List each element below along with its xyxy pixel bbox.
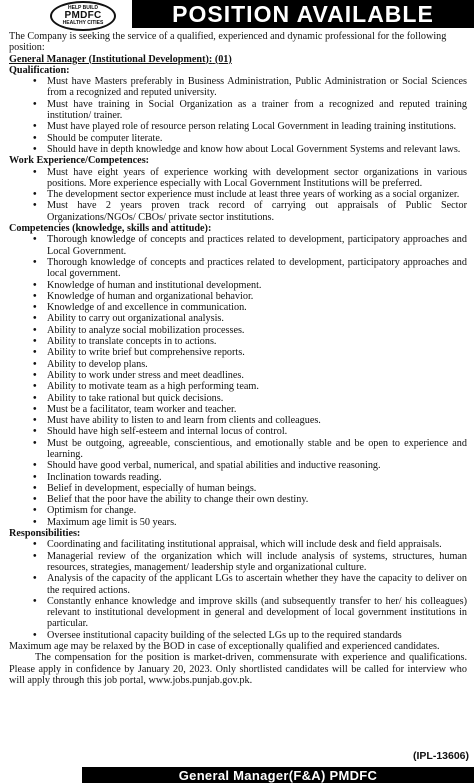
- list-item: • Should have good verbal, numerical, and spatial abilities and inductive reasoning.: [5, 460, 467, 471]
- footer: [0, 767, 474, 783]
- position-available-banner: POSITION AVAILABLE: [132, 0, 474, 28]
- list-item: • Ability to analyze social mobilization processes.: [5, 325, 467, 336]
- list-item: • Belief that the poor have the ability to change their own destiny.: [5, 494, 467, 505]
- list-item: • Thorough knowledge of concepts and practices related to development, participatory approaches and Local Government.: [5, 234, 467, 257]
- ad-content: [5, 31, 471, 686]
- post-title-text: General Manager (Institutional Development):: [9, 53, 213, 65]
- list-item: • Ability to write brief but comprehensive reports.: [5, 347, 467, 358]
- section-list: [5, 234, 471, 528]
- list-item: • Must have played role of resource person relating Local Government in leading training institutions.: [5, 121, 467, 132]
- post-title: [5, 54, 471, 65]
- logo-bottom-text: HEALTHY CITIES: [62, 20, 104, 26]
- compensation-note: The compensation for the position is market-driven, commensurate with experience and qualifications. Please apply in confidence by January 20, 2023. Only shortlisted candidates will be called for interview who will apply through this job portal, www.jobs.punjab.gov.pk.: [9, 652, 467, 686]
- logo-main-text: PMDFC: [64, 10, 102, 21]
- list-item: • Analysis of the capacity of the applicant LGs to ascertain whether they have the capacity to deliver on the required actions.: [5, 573, 467, 596]
- list-item: • Inclination towards reading.: [5, 472, 467, 483]
- section-heading: Work Experience/Competences:: [9, 155, 150, 167]
- list-item: • Must be a facilitator, team worker and teacher.: [5, 404, 467, 415]
- list-item: • Thorough knowledge of concepts and practices related to development, participatory approaches and local government.: [5, 257, 467, 280]
- list-item: • Must have eight years of experience working with development sector organizations in various positions. More experience especially with Local Government Institutions will be preferred.: [5, 167, 467, 190]
- ipl-number: (IPL-13606): [413, 750, 470, 762]
- list-item: • Ability to work under stress and meet deadlines.: [5, 370, 467, 381]
- list-item: • Belief in development, especially of human beings.: [5, 483, 467, 494]
- age-relaxation-note: Maximum age may be relaxed by the BOD in case of exceptionally qualified and experienced candidates.: [9, 641, 440, 653]
- intro-text: The Company is seeking the service of a qualified, experienced and dynamic professional for the following position:: [9, 31, 447, 54]
- list-item: • Optimism for change.: [5, 505, 467, 516]
- list-item: • Managerial review of the organization which will include analysis of systems, structures, human resources, strategies, management/ leadership style and organizational culture.: [5, 551, 467, 574]
- list-item: • Must have ability to listen to and learn from clients and colleagues.: [5, 415, 467, 426]
- list-item: • Must have training in Social Organization as a trainer from a recognized and reputed training institution/ trainer.: [5, 99, 467, 122]
- list-item: • Should have in depth knowledge and know how about Local Government Systems and relevant laws.: [5, 144, 467, 155]
- section-heading: Qualification:: [9, 64, 70, 76]
- signoff: General Manager(F&A) PMDFC: [82, 767, 474, 783]
- list-item: • Ability to carry out organizational analysis.: [5, 313, 467, 324]
- section-list: [5, 76, 471, 155]
- section-list: [5, 167, 471, 223]
- list-item: • Should have high self-esteem and internal locus of control.: [5, 426, 467, 437]
- section-heading: Responsibilities:: [9, 528, 81, 540]
- list-item: • Ability to develop plans.: [5, 359, 467, 370]
- sections-container: [5, 65, 471, 641]
- list-item: • Must be outgoing, agreeable, conscientious, and emotionally stable and be open to experience and learning.: [5, 438, 467, 461]
- list-item: • Constantly enhance knowledge and improve skills (and subsequently transfer to her/ his colleagues) relevant to institutional development in general and development of local government institutions in particular.: [5, 596, 467, 630]
- list-item: • Knowledge of human and institutional development.: [5, 280, 467, 291]
- list-item: • Ability to take rational but quick decisions.: [5, 393, 467, 404]
- list-item: • Maximum age limit is 50 years.: [5, 517, 467, 528]
- list-item: • Oversee institutional capacity building of the selected LGs up to the required standards: [5, 630, 467, 641]
- pmdfc-logo: [50, 1, 116, 31]
- list-item: • Should be computer literate.: [5, 133, 467, 144]
- section-list: [5, 539, 471, 641]
- section-heading: Competencies (knowledge, skills and attitude):: [9, 223, 212, 235]
- logo-top-text: HELP BUILD: [68, 5, 98, 11]
- list-item: • Ability to translate concepts in to actions.: [5, 336, 467, 347]
- list-item: • Must have 2 years proven track record of carrying out appraisals of Public Sector Organizations/NGOs/ CBOs/ private sector institutions.: [5, 200, 467, 223]
- list-item: • Must have Masters preferably in Business Administration, Public Administration or Social Sciences from a recognized and reputed university.: [5, 76, 467, 99]
- list-item: • Knowledge of human and organizational behavior.: [5, 291, 467, 302]
- list-item: • Knowledge of and excellence in communication.: [5, 302, 467, 313]
- list-item: • Coordinating and facilitating institutional appraisal, which will include desk and field appraisals.: [5, 539, 467, 550]
- list-item: • Ability to motivate team as a high performing team.: [5, 381, 467, 392]
- post-count: (01): [214, 53, 232, 65]
- list-item: • The development sector experience must include at least three years of working as a social organizer.: [5, 189, 467, 200]
